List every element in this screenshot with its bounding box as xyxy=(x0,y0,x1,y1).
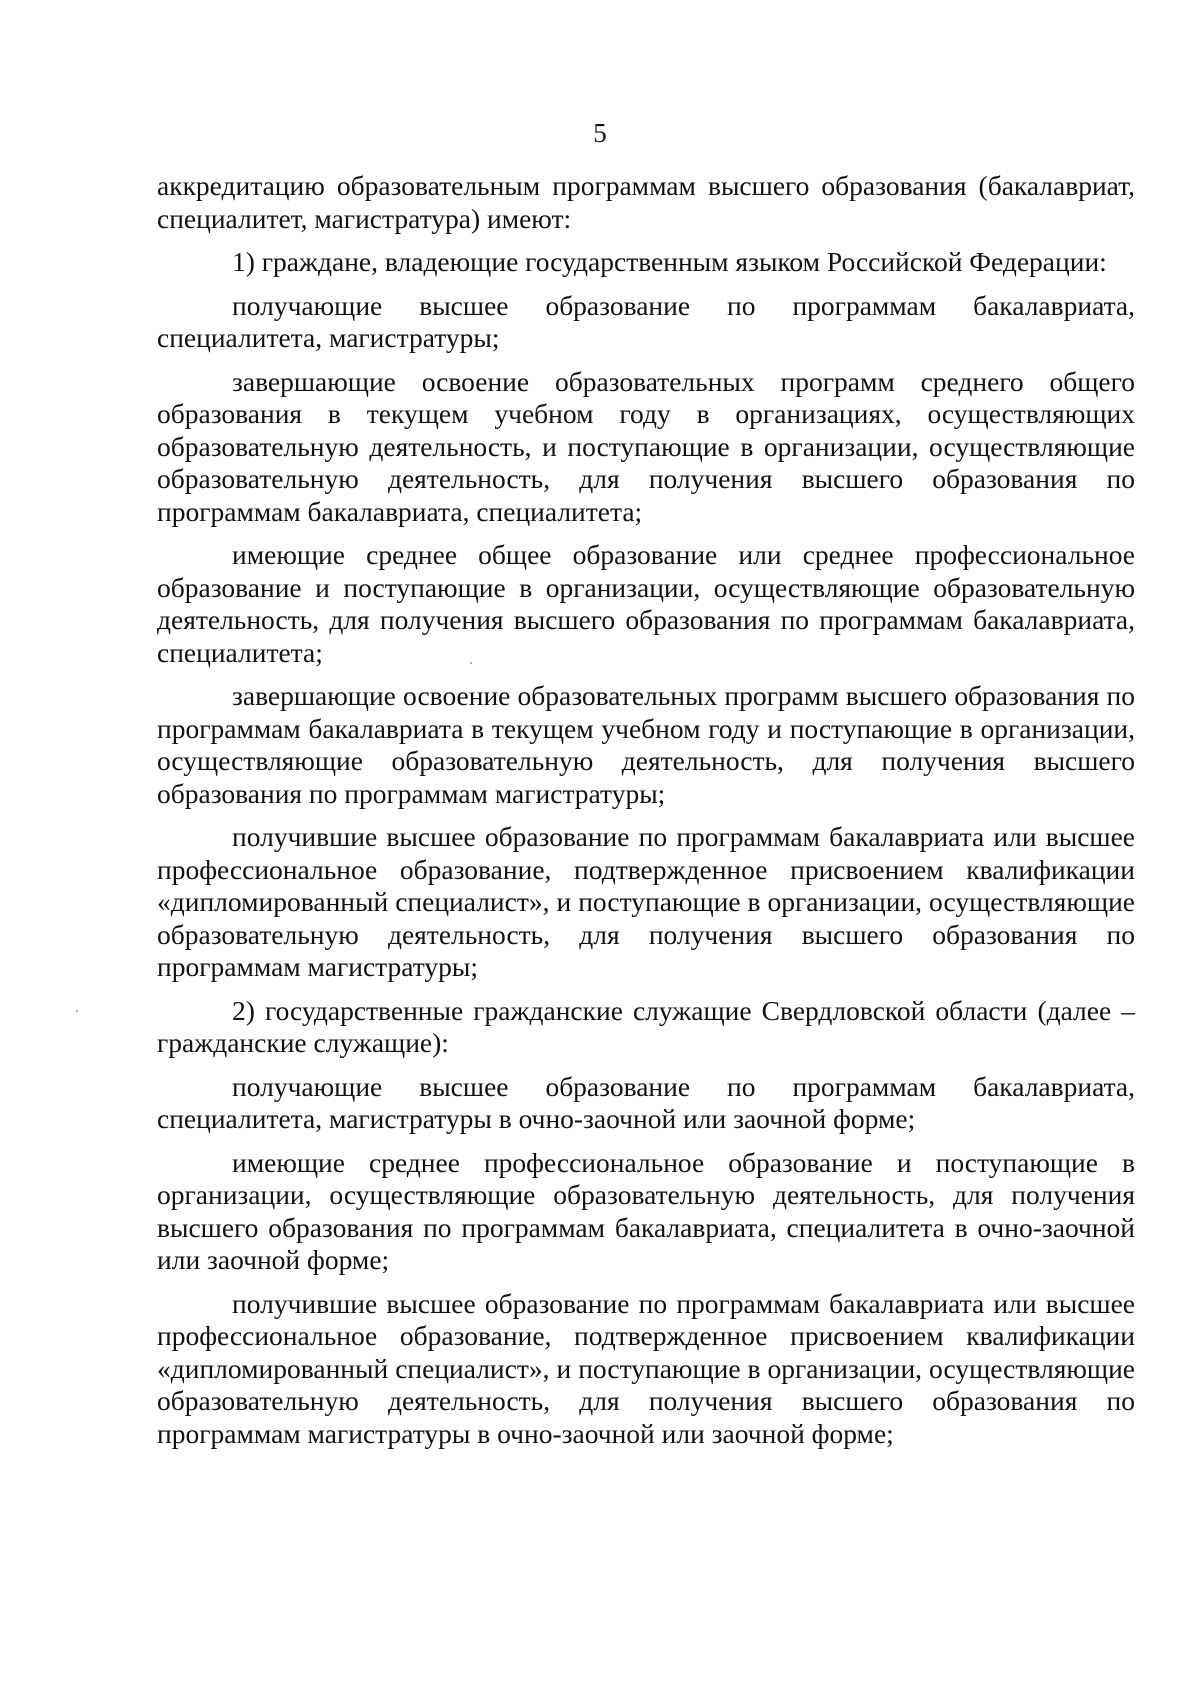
paragraph-item-1-citizens: 1) граждане, владеющие государственным языком Российской Федерации: xyxy=(232,246,1107,277)
paragraph: имеющие среднее общее образование или среднее профессиональное образование и поступающие в организации, осуществляющие образовательную деятельность, для получения высшего образования по программам бакалавриата, специалитета; xyxy=(157,539,1135,668)
document-body xyxy=(157,170,1135,1461)
page-number: 5 xyxy=(593,118,607,148)
paragraph-continuation: аккредитацию образовательным программам высшего образования (бакалавриат, специалитет, магистратура) имеют: xyxy=(157,170,1135,234)
paragraph: завершающие освоение образовательных программ среднего общего образования в текущем учебном году в организациях, осуществляющих образовательную деятельность, и поступающие в организации, осуществляющие образовательную деятельность, для получения высшего образования по программам бакалавриата, специалитета; xyxy=(157,365,1135,527)
paragraph: завершающие освоение образовательных программ высшего образования по программам бакалавриата в текущем учебном году и поступающие в организации, осуществляющие образовательную деятельность, для получения высшего образования по программам магистратуры; xyxy=(157,680,1135,809)
paragraph: получающие высшее образование по программам бакалавриата, специалитета, магистратуры; xyxy=(157,289,1135,353)
scan-speck xyxy=(470,662,472,664)
paragraph: получившие высшее образование по программам бакалавриата или высшее профессиональное образование, подтвержденное присвоением квалификации «дипломированный специалист», и поступающие в организации, осуществляющие образовательную деятельность, для получения высшего образования по программам магистратуры; xyxy=(157,821,1135,982)
scan-speck xyxy=(76,1010,78,1012)
paragraph-item-2-civil-servants: 2) государственные гражданские служащие Свердловской области (далее – гражданские служащие): xyxy=(157,994,1135,1058)
paragraph: имеющие среднее профессиональное образование и поступающие в организации, осуществляющие образовательную деятельность, для получения высшего образования по программам бакалавриата, специалитета в очно-заочной или заочной форме; xyxy=(157,1146,1135,1275)
paragraph: получившие высшее образование по программам бакалавриата или высшее профессиональное образование, подтвержденное присвоением квалификации «дипломированный специалист», и поступающие в организации, осуществляющие образовательную деятельность, для получения высшего образования по программам магистратуры в очно-заочной или заочной форме; xyxy=(157,1287,1135,1449)
paragraph: получающие высшее образование по программам бакалавриата, специалитета, магистратуры в очно-заочной или заочной форме; xyxy=(157,1070,1135,1134)
